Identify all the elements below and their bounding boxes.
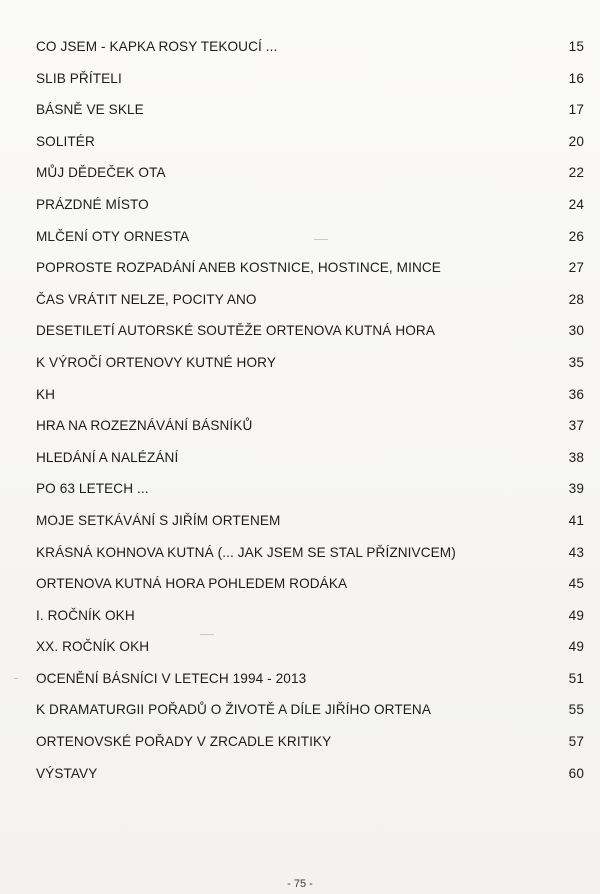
toc-entry-page: 17 [568, 102, 584, 118]
toc-entry-page: 51 [568, 670, 584, 686]
toc-entry-title: ČAS VRÁTIT NELZE, POCITY ANO [36, 291, 257, 307]
toc-entry [36, 415, 584, 447]
toc-entry-title: MŮJ DĚDEČEK OTA [36, 165, 166, 181]
toc-entry-page: 22 [568, 165, 584, 181]
toc-entry-title: HRA NA ROZEZNÁVÁNÍ BÁSNÍKŮ [36, 418, 253, 434]
scan-mark [314, 239, 328, 240]
toc-entry-page: 35 [568, 354, 584, 370]
toc-entry [36, 384, 584, 416]
toc-entry-title: KH [36, 386, 56, 402]
toc-entry-title: SLIB PŘÍTELI [36, 70, 122, 86]
toc-entry-page: 28 [568, 291, 584, 307]
toc-entry [36, 447, 584, 479]
toc-entry-title: ORTENOVSKÉ POŘADY V ZRCADLE KRITIKY [36, 734, 332, 750]
toc-entry [36, 573, 584, 605]
toc-entry-page: 36 [568, 386, 584, 402]
toc-entry [36, 763, 584, 795]
toc-entry-title: DESETILETÍ AUTORSKÉ SOUTĚŽE ORTENOVA KUTNÁ HORA [36, 323, 435, 339]
toc-entry-title: K VÝROČÍ ORTENOVY KUTNÉ HORY [36, 354, 276, 370]
toc-entry-page: 37 [568, 418, 584, 434]
toc-entry [36, 99, 584, 131]
toc-entry-title: KRÁSNÁ KOHNOVA KUTNÁ (... JAK JSEM SE STAL PŘÍZNIVCEM) [36, 544, 456, 560]
toc-entry-title: CO JSEM - KAPKA ROSY TEKOUCÍ ... [36, 39, 278, 54]
toc-entry-page: 15 [568, 39, 584, 54]
toc-entry-page: 20 [568, 133, 584, 149]
toc-entry [36, 352, 584, 384]
toc-entry-page: 43 [568, 544, 584, 560]
toc-entry-page: 27 [568, 260, 584, 276]
toc-entry [36, 36, 584, 68]
toc-entry-title: XX. ROČNÍK OKH [36, 639, 150, 655]
toc-entry-page: 45 [568, 576, 584, 592]
toc-entry [36, 257, 584, 289]
toc-entry-page: 30 [568, 323, 584, 339]
toc-entry [36, 289, 584, 321]
toc-entry-title: MLČENÍ OTY ORNESTA [36, 228, 190, 244]
toc-entry-title: HLEDÁNÍ A NALÉZÁNÍ [36, 449, 179, 465]
toc-entry-title: ORTENOVA KUTNÁ HORA POHLEDEM RODÁKA [36, 576, 348, 592]
toc-entry [36, 194, 584, 226]
toc-entry-title: MOJE SETKÁVÁNÍ S JIŘÍM ORTENEM [36, 512, 281, 528]
toc-entry-page: 57 [568, 734, 584, 750]
toc-entry-title: BÁSNĚ VE SKLE [36, 102, 144, 118]
toc-entry-page: 41 [568, 512, 584, 528]
toc-entry-page: 39 [568, 481, 584, 497]
toc-entry-page: 60 [568, 765, 584, 781]
toc-entry-page: 49 [568, 607, 584, 623]
toc-entry [36, 636, 584, 668]
toc-entry-title: K DRAMATURGII POŘADŮ O ŽIVOTĚ A DÍLE JIŘÍHO ORTENA [36, 702, 431, 718]
toc-entry [36, 542, 584, 574]
toc-entry-title: VÝSTAVY [36, 765, 98, 781]
toc-entry-title: SOLITÉR [36, 133, 95, 149]
toc-entry-title: OCENĚNÍ BÁSNÍCI V LETECH 1994 - 2013 [36, 670, 307, 686]
toc-entry [36, 510, 584, 542]
toc-entry-page: 55 [568, 702, 584, 718]
toc-entry [36, 478, 584, 510]
toc-entry-page: 24 [568, 196, 584, 212]
table-of-contents [36, 36, 584, 794]
scan-mark [200, 634, 214, 635]
toc-entry [36, 699, 584, 731]
toc-entry [36, 320, 584, 352]
toc-entry-title: PO 63 LETECH ... [36, 481, 149, 497]
toc-entry-title: POPROSTE ROZPADÁNÍ ANEB KOSTNICE, HOSTINCE, MINCE [36, 260, 441, 276]
toc-entry-page: 16 [568, 70, 584, 86]
toc-entry [36, 68, 584, 100]
toc-entry-page: 26 [568, 228, 584, 244]
page-number: - 75 - [287, 878, 313, 890]
toc-entry [36, 226, 584, 258]
scan-mark [14, 678, 18, 679]
toc-entry-page: 49 [568, 639, 584, 655]
toc-entry-title: I. ROČNÍK OKH [36, 607, 135, 623]
toc-entry [36, 731, 584, 763]
toc-entry-title: PRÁZDNÉ MÍSTO [36, 196, 149, 212]
toc-entry [36, 605, 584, 637]
toc-entry [36, 668, 584, 700]
toc-entry [36, 131, 584, 163]
toc-entry [36, 162, 584, 194]
toc-entry-page: 38 [568, 449, 584, 465]
